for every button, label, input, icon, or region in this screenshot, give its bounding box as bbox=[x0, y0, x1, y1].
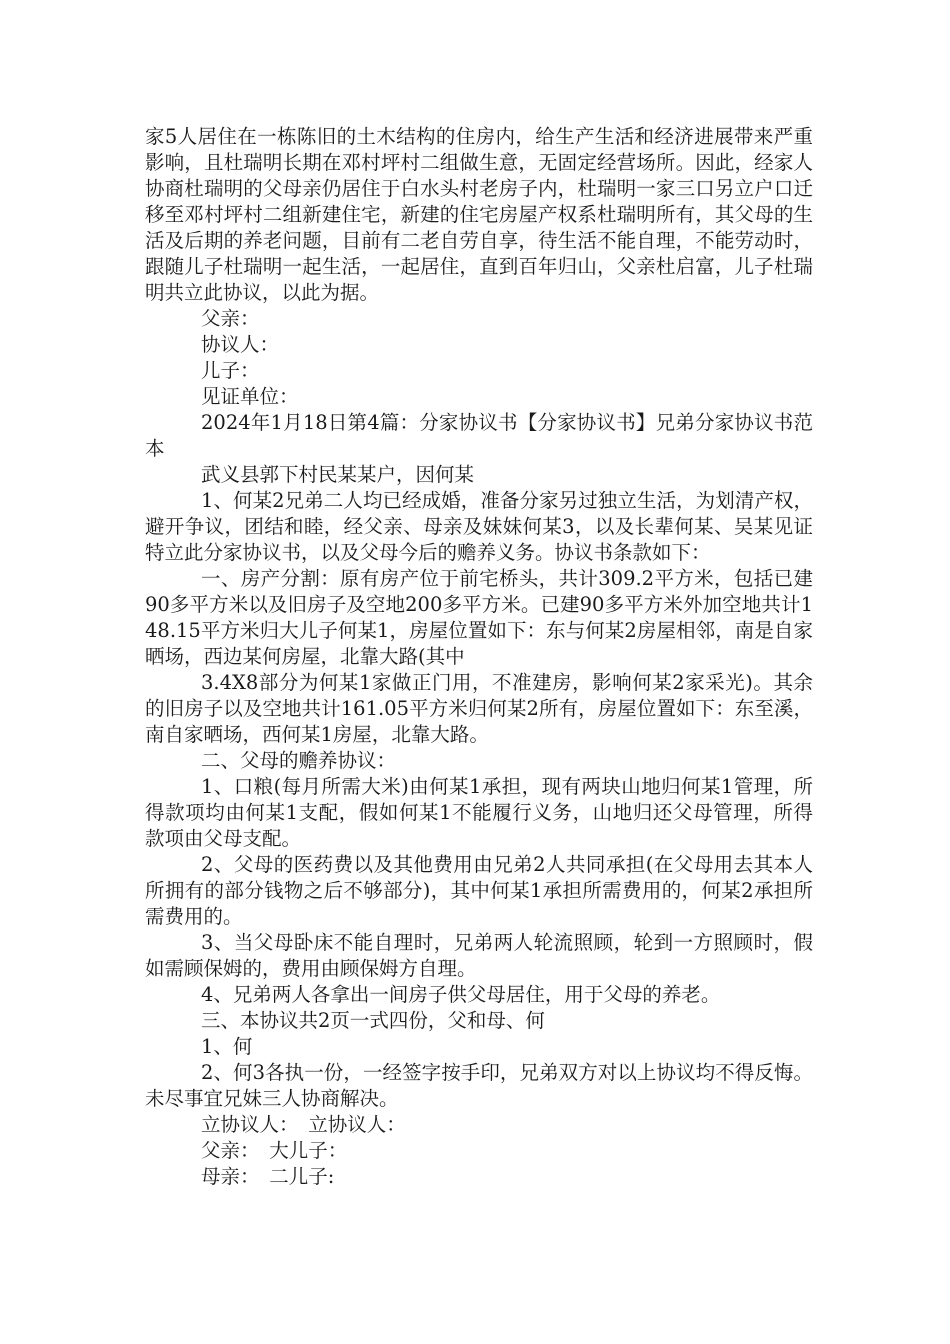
signature-father: 父亲： bbox=[201, 307, 260, 330]
paragraph-support-1: 1、口粮(每月所需大米)由何某1承担，现有两块山地归何某1管理，所得款项均由何某1支配，假如何某1不能履行义务，山地归还父母管理，所得款项由父母支配。 bbox=[145, 775, 813, 850]
document-page bbox=[145, 124, 813, 1190]
paragraph-agreement-copies: 三、本协议共2页一式四份，父和母、何 bbox=[201, 1009, 545, 1032]
household-intro: 武义县郭下村民某某户，因何某 bbox=[201, 463, 475, 486]
signature-parties: 立协议人： 立协议人： bbox=[201, 1113, 406, 1136]
signature-son: 儿子： bbox=[201, 359, 260, 382]
paragraph-support-3: 3、当父母卧床不能自理时，兄弟两人轮流照顾，轮到一方照顾时，假如需顾保姆的，费用由顾保姆方自理。 bbox=[145, 931, 813, 980]
paragraph-support-4: 4、兄弟两人各拿出一间房子供父母居住，用于父母的养老。 bbox=[201, 983, 721, 1006]
signature-mother-second-son: 母亲： 二儿子: bbox=[201, 1165, 335, 1188]
paragraph-property-continued: 3.4X8部分为何某1家做正门用，不准建房，影响何某2家采光)。其余的旧房子以及空地共计161.05平方米归何某2所有，房屋位置如下：东至溪，南自家晒场，西何某1房屋，北靠大路。 bbox=[145, 671, 813, 746]
paragraph-intro: 家5人居住在一栋陈旧的土木结构的住房内，给生产生活和经济进展带来严重影响，且杜瑞明长期在邓村坪村二组做生意，无固定经营场所。因此，经家人协商杜瑞明的父母亲仍居住于白水头村老房子内，杜瑞明一家三口另立户口迁移至邓村坪村二组新建住宅，新建的住宅房屋产权系杜瑞明所有，其父母的生活及后期的养老问题，目前有二老自劳自享，待生活不能自理，不能劳动时，跟随儿子杜瑞明一起生活，一起居住，直到百年归山，父亲杜启富，儿子杜瑞明共立此协议，以此为据。 bbox=[145, 125, 813, 304]
signature-witness: 见证单位： bbox=[201, 385, 299, 408]
paragraph-copy-1: 1、何 bbox=[201, 1035, 253, 1058]
signature-father-eldest-son: 父亲： 大儿子： bbox=[201, 1139, 348, 1162]
section-heading-4: 2024年1月18日第4篇：分家协议书【分家协议书】兄弟分家协议书范本 bbox=[145, 411, 813, 460]
paragraph-support-2: 2、父母的医药费以及其他费用由兄弟2人共同承担(在父母用去其本人所拥有的部分钱物之后不够部分)，其中何某1承担所需费用的，何某2承担所需费用的。 bbox=[145, 853, 813, 928]
signature-party: 协议人： bbox=[201, 333, 280, 356]
paragraph-copy-2: 2、何3各执一份，一经签字按手印，兄弟双方对以上协议均不得反悔。未尽事宜兄妹三人协商解决。 bbox=[145, 1061, 813, 1110]
heading-parent-support: 二、父母的赡养协议： bbox=[201, 749, 397, 772]
paragraph-property-division: 一、房产分割：原有房产位于前宅桥头，共计309.2平方米，包括已建90多平方米以及旧房子及空地200多平方米。已建90多平方米外加空地共计148.15平方米归大儿子何某1，房屋位置如下：东与何某2房屋相邻，南是自家晒场，西边某何房屋，北靠大路(其中 bbox=[145, 567, 813, 668]
paragraph-clause-preamble: 1、何某2兄弟二人均已经成婚，准备分家另过独立生活，为划清产权，避开争议，团结和睦，经父亲、母亲及妹妹何某3，以及长辈何某、吴某见证特立此分家协议书，以及父母今后的赡养义务。协议书条款如下： bbox=[145, 489, 813, 564]
